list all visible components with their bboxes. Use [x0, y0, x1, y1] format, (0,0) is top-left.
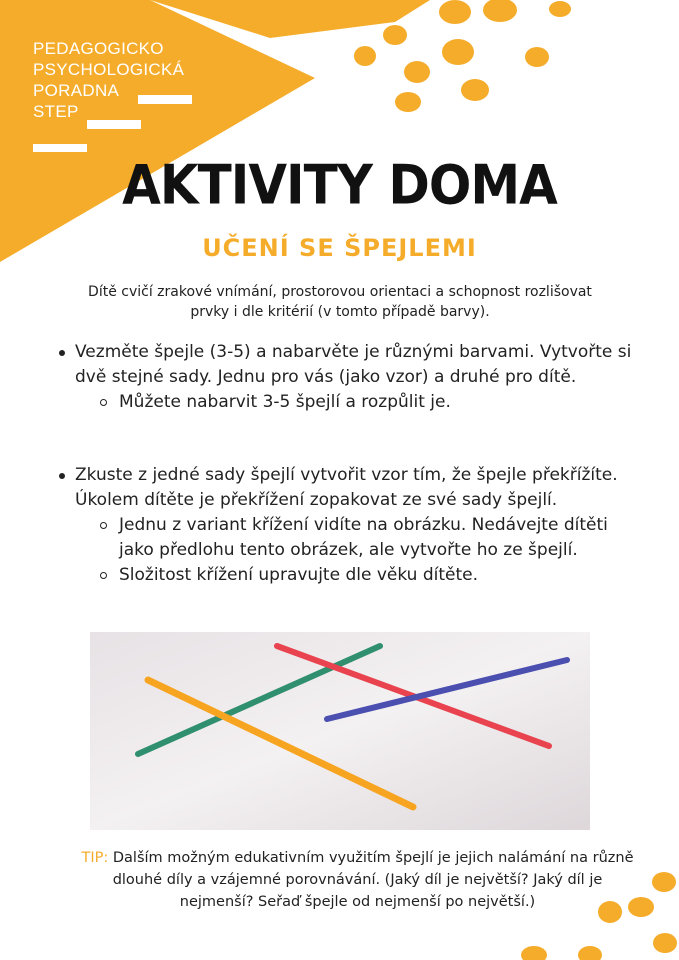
list-item-text: Zkuste z jedné sady špejlí vytvořit vzor tím, že špejle překřížíte. Úkolem dítěte je překřížení zopakovat ze své sady špejlí. — [75, 465, 618, 510]
logo-underline-3 — [33, 144, 87, 152]
sticks-photo — [90, 632, 590, 830]
tip-label: TIP: — [81, 850, 109, 866]
sub-list-item: Složitost křížení upravujte dle věku dítěte. — [95, 563, 645, 588]
logo-line: PEDAGOGICKO — [33, 39, 164, 58]
logo-line: PSYCHOLOGICKÁ — [33, 60, 185, 79]
logo-line: STEP — [33, 102, 79, 121]
list-item-text: Vezměte špejle (3-5) a nabarvěte je různými barvami. Vytvořte si dvě stejné sady. Jednu pro vás (jako vzor) a druhé pro dítě. — [75, 342, 632, 387]
tip-body: Dalším možným edukativním využitím špejlí je jejich nalámání na různě dlouhé díly a vzájemné porovnávání. (Jaký díl je největší? Jaký díl je nejmenší? Seřaď špejle od nejmenší po největší.) — [108, 850, 634, 910]
sub-list-item: Jednu z variant křížení vidíte na obrázku. Nedávejte dítěti jako předlohu tento obrázek, ale vytvořte ho ze špejlí. — [95, 513, 645, 563]
tip-text — [80, 847, 635, 913]
logo — [33, 38, 184, 122]
page-subtitle: UČENÍ SE ŠPEJLEMI — [202, 234, 477, 262]
logo-line: PORADNA — [33, 81, 120, 100]
sub-list — [75, 390, 645, 415]
sub-list-item: Můžete nabarvit 3-5 špejlí a rozpůlit je. — [95, 390, 645, 415]
list-item — [55, 340, 645, 415]
page-title: AKTIVITY DOMA — [122, 153, 557, 217]
sub-list — [75, 513, 645, 588]
instruction-list — [55, 340, 645, 415]
list-item — [55, 463, 645, 588]
intro-text: Dítě cvičí zrakové vnímání, prostorovou orientaci a schopnost rozlišovat prvky i dle kritérií (v tomto případě barvy). — [88, 284, 592, 320]
instruction-list — [55, 463, 645, 588]
